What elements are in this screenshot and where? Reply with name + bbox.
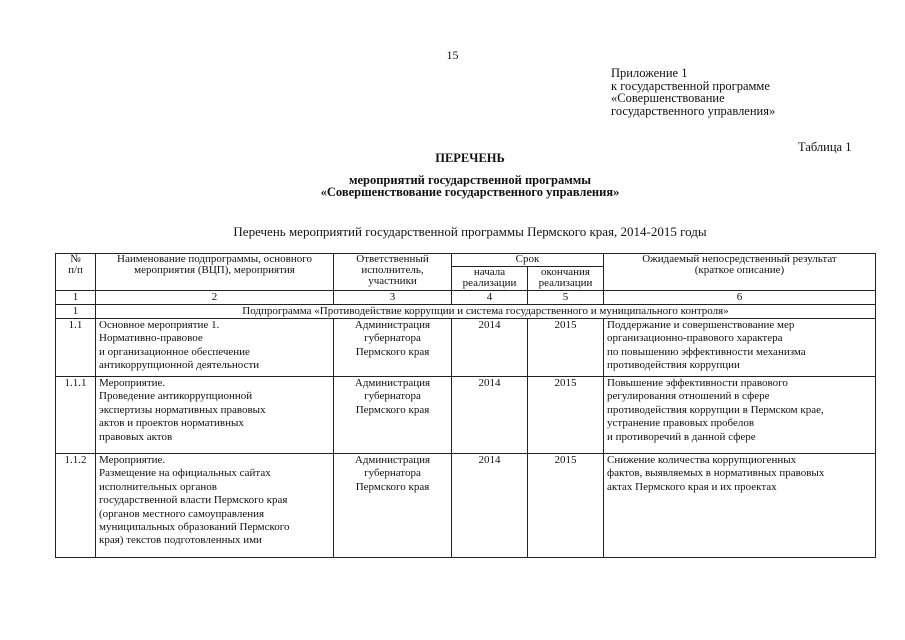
row-executor: Администрация губернатора Пермского края: [334, 377, 452, 454]
column-number: 2: [96, 291, 334, 305]
table-row: [56, 454, 876, 558]
header-result: Ожидаемый непосредственный результат (краткое описание): [604, 254, 876, 291]
row-name: Основное мероприятие 1. Нормативно-правовое и организационное обеспечение антикоррупционной деятельности: [96, 319, 334, 377]
subprogram-num: 1: [56, 305, 96, 319]
subprogram-row: [56, 305, 876, 319]
appendix-line: Приложение 1: [611, 66, 688, 80]
header-term: Срок: [452, 254, 604, 267]
appendix-line: к государственной программе: [611, 78, 770, 93]
appendix-line: «Совершенствование: [611, 91, 725, 105]
appendix-line: государственного управления»: [611, 103, 776, 118]
document-title: ПЕРЕЧЕНЬ: [435, 151, 505, 165]
row-executor: Администрация губернатора Пермского края: [334, 319, 452, 377]
row-end: 2015: [528, 319, 604, 377]
header-executor: Ответственный исполнитель, участники: [334, 254, 452, 291]
subprogram-title: Подпрограмма «Противодействие коррупции и система государственного и муниципального контроля»: [96, 305, 876, 319]
table-caption: Перечень мероприятий государственной программы Пермского края, 2014-2015 годы: [233, 224, 707, 239]
row-start: 2014: [452, 377, 528, 454]
table-row: [56, 319, 876, 377]
measures-table: [55, 253, 876, 558]
column-numbers-row: [56, 291, 876, 305]
table-label: Таблица 1: [798, 140, 852, 154]
row-executor: Администрация губернатора Пермского края: [334, 454, 452, 558]
row-result: Снижение количества коррупциогенных фактов, выявляемых в нормативных правовых актах Пермского края и их проектах: [604, 454, 876, 558]
appendix-note: [611, 67, 775, 117]
page-number: 15: [446, 48, 459, 62]
row-start: 2014: [452, 454, 528, 558]
document-subtitle-line2: «Совершенствование государственного управления»: [320, 185, 620, 199]
column-number: 4: [452, 291, 528, 305]
header-start: начала реализации: [452, 267, 528, 291]
column-number: 3: [334, 291, 452, 305]
document-subtitle-line1: мероприятий государственной программы: [348, 173, 592, 187]
row-result: Поддержание и совершенствование мер организационно-правового характера по повышению эффективности механизма противодействия коррупции: [604, 319, 876, 377]
column-number: 6: [604, 291, 876, 305]
row-end: 2015: [528, 454, 604, 558]
header-name: Наименование подпрограммы, основного мероприятия (ВЦП), мероприятия: [96, 254, 334, 291]
table-row: [56, 377, 876, 454]
row-start: 2014: [452, 319, 528, 377]
row-num: 1.1.2: [56, 454, 96, 558]
row-end: 2015: [528, 377, 604, 454]
row-result: Повышение эффективности правового регулирования отношений в сфере противодействия коррупции в Пермском крае, устранение правовых пробелов и противоречий в данной сфере: [604, 377, 876, 454]
row-name: Мероприятие. Размещение на официальных сайтах исполнительных органов государственной власти Пермского края (органов местного самоуправления муниципальных образований Пермского края) текстов подготовленных ими: [96, 454, 334, 558]
header-end: окончания реализации: [528, 267, 604, 291]
header-num: № п/п: [56, 254, 96, 291]
column-number: 1: [56, 291, 96, 305]
row-num: 1.1: [56, 319, 96, 377]
row-num: 1.1.1: [56, 377, 96, 454]
column-number: 5: [528, 291, 604, 305]
row-name: Мероприятие. Проведение антикоррупционной экспертизы нормативных правовых актов и проектов нормативных правовых актов: [96, 377, 334, 454]
